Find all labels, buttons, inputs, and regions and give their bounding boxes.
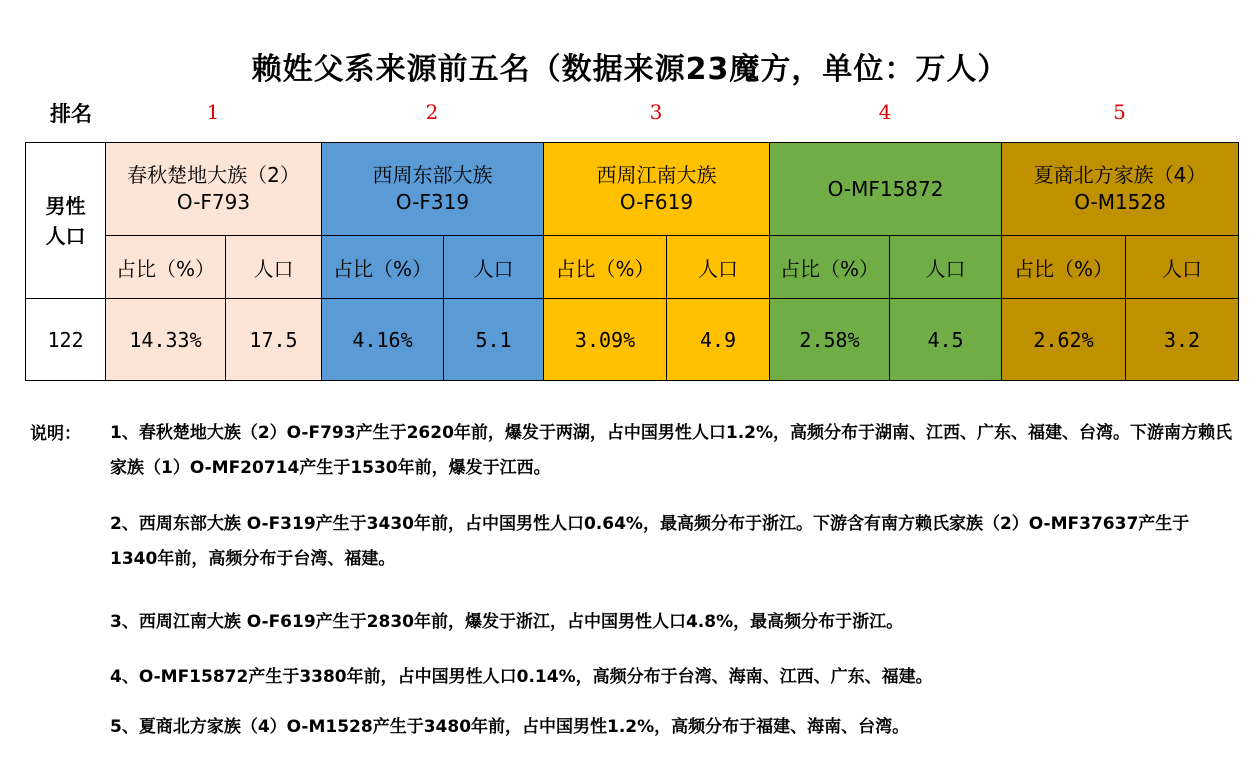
page-title: 赖姓父系来源前五名（数据来源23魔方，单位：万人） (251, 52, 1009, 87)
note-1: 1、春秋楚地大族（2）O-F793产生于2620年前，爆发于两湖，占中国男性人口1.2%，高频分布于湖南、江西、广东、福建、台湾。下游南方赖氏家族（1）O-MF20714产生于1530年前，爆发于江西。 (110, 423, 1233, 478)
share-value-2: 4.16% (322, 299, 444, 381)
population-header-3: 人口 (667, 236, 770, 299)
rank-number-3: 3 (649, 100, 663, 124)
total-population: 122 (26, 299, 106, 381)
clan-table (25, 142, 1239, 381)
population-value-1: 17.5 (226, 299, 322, 381)
rank-number-5: 5 (1113, 100, 1126, 124)
share-header-4: 占比（%） (770, 236, 890, 299)
note-5: 5、夏商北方家族（4）O-M1528产生于3480年前，占中国男性1.2%，高频分布于福建、海南、台湾。 (110, 717, 910, 737)
clan-header-5: 夏商北方家族（4） O-M1528 (1002, 143, 1239, 236)
share-header-5: 占比（%） (1002, 236, 1126, 299)
share-value-4: 2.58% (770, 299, 890, 381)
table-subheader-row (26, 236, 1239, 299)
notes-label: 说明： (30, 424, 81, 444)
rank-number-1: 1 (206, 100, 220, 124)
rank-number-4: 4 (878, 100, 892, 124)
population-value-5: 3.2 (1126, 299, 1239, 381)
population-header-5: 人口 (1126, 236, 1239, 299)
share-header-1: 占比（%） (106, 236, 226, 299)
clan-header-2: 西周东部大族 O-F319 (322, 143, 544, 236)
note-3: 3、西周江南大族 O-F619产生于2830年前，爆发于浙江，占中国男性人口4.8%，最高频分布于浙江。 (110, 612, 904, 632)
population-header-4: 人口 (890, 236, 1002, 299)
clan-header-3: 西周江南大族 O-F619 (544, 143, 770, 236)
rank-label: 排名 (50, 102, 92, 126)
table-header-row (26, 143, 1239, 236)
population-value-3: 4.9 (667, 299, 770, 381)
share-header-3: 占比（%） (544, 236, 667, 299)
population-value-4: 4.5 (890, 299, 1002, 381)
population-header-2: 人口 (444, 236, 544, 299)
share-value-1: 14.33% (106, 299, 226, 381)
population-header-1: 人口 (226, 236, 322, 299)
male-population-label: 男性人口 (26, 143, 106, 299)
note-4: 4、O-MF15872产生于3380年前，占中国男性人口0.14%，高频分布于台湾、海南、江西、广东、福建。 (110, 667, 933, 687)
table-data-row (26, 299, 1239, 381)
rank-number-2: 2 (425, 100, 439, 124)
note-2: 2、西周东部大族 O-F319产生于3430年前，占中国男性人口0.64%，最高频分布于浙江。下游含有南方赖氏家族（2）O-MF37637产生于1340年前，高频分布于台湾、福建。 (110, 514, 1190, 569)
share-value-3: 3.09% (544, 299, 667, 381)
clan-header-4: O-MF15872 (770, 143, 1002, 236)
share-value-5: 2.62% (1002, 299, 1126, 381)
clan-header-1: 春秋楚地大族（2） O-F793 (106, 143, 322, 236)
population-value-2: 5.1 (444, 299, 544, 381)
share-header-2: 占比（%） (322, 236, 444, 299)
